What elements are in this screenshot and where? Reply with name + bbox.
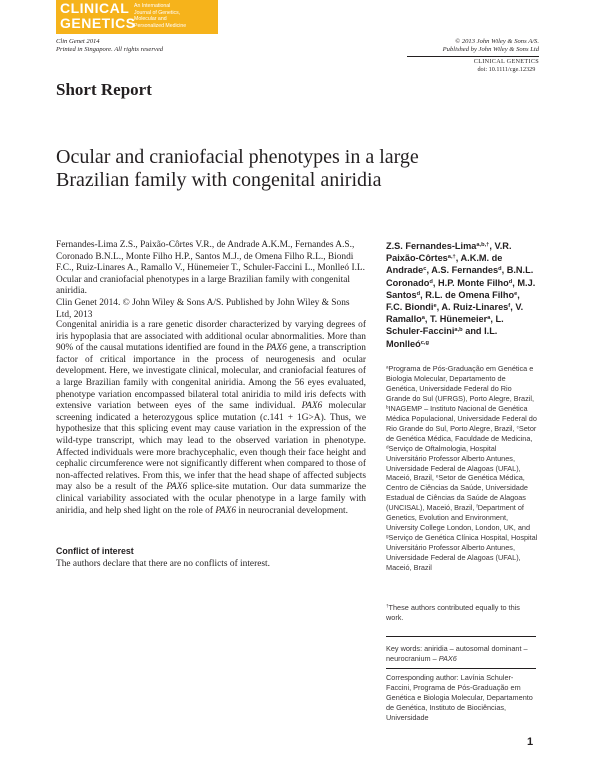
affiliation-mark: e bbox=[435, 474, 439, 479]
citation-block bbox=[56, 240, 366, 321]
author-name: F.C. Biondi bbox=[386, 302, 434, 313]
author-separator: , bbox=[432, 277, 436, 288]
author bbox=[438, 278, 515, 288]
author-name: A.S. Fernandes bbox=[431, 265, 499, 276]
contribution-text: These authors contributed equally to this work. bbox=[386, 603, 520, 622]
abstract-text: molecular screening indicated a heterozygous splice mutation (c.141 + 1G>A). Thus, we hypothesize that this splicing event may cause variation in the expression of the wild-type transcript, which may lead to the observed variation in phenotype. Affected individuals were more brachycephalic, even though their face height and cephalic circumference were not significantly different when compared to those of non-affected relatives. From this, we infer that the head shape of affected subjects may also be a result of the bbox=[56, 401, 366, 493]
author-name: H.P. Monte Filho bbox=[438, 277, 509, 288]
header-right bbox=[443, 38, 539, 54]
doi: doi: 10.1111/cge.12329 bbox=[477, 66, 536, 73]
affiliation-text: Serviço de Genética Clínica Hospital, Hospital Universitário Professor Alberto Antunes, Universidade Federal de Alagoas (UFAL), Maceió, Brazil bbox=[386, 533, 538, 573]
author bbox=[386, 302, 439, 312]
affiliation-mark: d bbox=[386, 444, 389, 450]
affiliation-text: Programa de Pós-Graduação em Genética e Biologia Molecular, Departamento de Genética, Universidade Federal do Rio Grande do Sul (UFRGS), Porto Alegre, Brazil, bbox=[386, 364, 535, 403]
affiliation-mark: b bbox=[386, 404, 389, 410]
keywords bbox=[386, 644, 536, 664]
citation-source: Clin Genet 2014. © John Wiley & Sons A/S. Published by John Wiley & Sons Ltd, 2013 bbox=[56, 297, 350, 320]
logo-word-clinical: CLINICAL bbox=[60, 0, 130, 16]
affiliation-text: Department of Genetics, Evolution and Environment, University College London, London, UK, and bbox=[386, 503, 531, 533]
author-affiliation-mark: a,† bbox=[447, 254, 456, 261]
author-affiliation-mark: f bbox=[508, 302, 511, 309]
affiliation-mark: f bbox=[476, 503, 478, 509]
print-notice: Printed in Singapore. All rights reserved bbox=[56, 46, 164, 53]
author bbox=[431, 265, 504, 275]
author-list bbox=[386, 240, 536, 350]
keywords-text: Key words: aniridia – autosomal dominant – neurocranium – bbox=[386, 644, 528, 663]
corresponding-author: Corresponding author: Lavínia Schuler-Faccini, Programa de Pós-Graduação em Genética e Biologia Molecular, Departamento de Genética, Instituto de Biociências, Universidade bbox=[386, 673, 533, 722]
author-affiliation-mark: e bbox=[514, 290, 518, 297]
author-name: V.R. Paixão-Côrtes bbox=[386, 241, 512, 264]
author-affiliation-mark: d bbox=[508, 278, 513, 285]
abstract-text: gene, a transcription factor of critical importance in the process of neurogenesis and ocular development. Here, we investigate clinical, molecular, and craniofacial features of a large Brazilian family with congenital aniridia. Among the 56 eyes evaluated, phenotype variation encompassed bilateral total aniridia to mild iris defects with extensive variation between eyes of the same individual. bbox=[56, 343, 366, 412]
author-separator: , bbox=[424, 314, 428, 325]
author-name: B.N.L. Coronado bbox=[386, 265, 534, 288]
logo-tagline-line: An International bbox=[134, 3, 171, 9]
section-label: Short Report bbox=[56, 80, 152, 99]
keywords-rule bbox=[386, 636, 536, 637]
article-title bbox=[56, 146, 536, 192]
author-name: and I.L. Monlleó bbox=[386, 326, 498, 349]
affiliation-text: INAGEMP – Instituto Nacional de Genética Médica Populacional, Universidade Federal do Rio Grande do Sul, Porto Alegre, Brazil, bbox=[386, 403, 537, 433]
affiliations bbox=[386, 364, 538, 573]
title-line: Brazilian family with congenital aniridia bbox=[56, 169, 382, 191]
author bbox=[441, 302, 512, 312]
corresponding-rule bbox=[386, 668, 536, 669]
author-affiliation-mark: a bbox=[421, 315, 425, 322]
publisher-line: Published by John Wiley & Sons Ltd bbox=[442, 46, 539, 53]
copyright-line: © 2013 John Wiley & Sons A/S. bbox=[455, 38, 539, 45]
author bbox=[425, 290, 520, 300]
affiliation-mark: g bbox=[386, 533, 389, 539]
author-affiliation-mark: a,b,† bbox=[476, 241, 490, 248]
author-separator: , bbox=[517, 289, 520, 300]
journal-citation-short: Clin Genet 2014 bbox=[56, 38, 100, 45]
author-separator: , bbox=[420, 289, 423, 300]
author-affiliation-mark: e bbox=[433, 302, 437, 309]
abstract-text: splice-site mutation. Our data summarize the clinical variability associated with the ocular phenotype in a large family with aniridia, and help shed light on the role of bbox=[56, 482, 366, 516]
author-separator: , bbox=[501, 265, 505, 276]
author-separator: , bbox=[455, 253, 459, 264]
author-name: M.J. Santos bbox=[386, 277, 536, 300]
affiliation-mark: c bbox=[516, 424, 519, 430]
gene-name: PAX6 bbox=[438, 653, 457, 663]
header-rule bbox=[407, 56, 539, 57]
author-separator: , bbox=[426, 265, 430, 276]
footnote-mark: † bbox=[386, 603, 389, 609]
logo-word-genetics: GENETICS bbox=[60, 15, 136, 31]
title-line: Ocular and craniofacial phenotypes in a large bbox=[56, 146, 419, 168]
author-affiliation-mark: a bbox=[487, 315, 491, 322]
author-name: A.K.M. de Andrade bbox=[386, 253, 503, 276]
journal-logo bbox=[56, 0, 218, 34]
logo-tagline bbox=[134, 3, 186, 29]
author-affiliation-mark: c bbox=[423, 266, 427, 273]
author-name: Z.S. Fernandes-Lima bbox=[386, 241, 477, 251]
gene-name: PAX6 bbox=[301, 401, 323, 412]
abstract-text: Congenital aniridia is a rare genetic disorder characterized by varying degrees of iris hypoplasia that are associated with additional ocular abnormalities. More than 90% of the causal mutations identified are found in the bbox=[56, 320, 366, 354]
author-name: T. Hünemeier bbox=[430, 314, 488, 325]
affiliation-text: Serviço de Oftalmologia, Hospital Universitário Professor Alberto Antunes, Universidade Federal de Alagoas (UFAL), Maceió, Brazil, bbox=[386, 443, 521, 483]
header-journal-block bbox=[474, 58, 539, 74]
author bbox=[386, 241, 492, 251]
author-name: A. Ruiz-Linares bbox=[441, 302, 509, 313]
affiliation-text: Setor de Genética Médica, Centro de Ciências da Saúde, Universidade Estadual de Ciências da Saúde de Alagoas (UNCISAL), Maceió, Brazil, bbox=[386, 473, 528, 513]
author-separator: , bbox=[512, 277, 515, 288]
affiliation-mark: a bbox=[386, 364, 389, 370]
logo-tagline-line: Journal of Genetics, bbox=[134, 9, 181, 16]
citation-text: Fernandes-Lima Z.S., Paixão-Côrtes V.R., de Andrade A.K.M., Fernandes A.S., Coronado B.N.L., Monte Filho H.P., Santos M.J., de Omena Filho R.L., Biondi F.C., Ruiz-Linares A., Ramallo V., Hünemeier T., Schuler-Faccini L., Monlleó I.L. Ocular and craniofacial phenotypes in a large Brazilian family with congenital aniridia. bbox=[56, 240, 365, 297]
author-name: V. Ramallo bbox=[386, 302, 524, 325]
conflict-heading: Conflict of interest bbox=[56, 546, 134, 556]
author bbox=[430, 314, 493, 324]
author-affiliation-mark: a,b bbox=[454, 327, 463, 334]
author-affiliation-mark: d bbox=[429, 278, 433, 285]
header-left bbox=[56, 38, 163, 54]
affiliation-text: Setor de Genética Médica, Faculdade de Medicina, bbox=[386, 423, 537, 443]
author-separator: , bbox=[490, 314, 493, 325]
gene-name: PAX6 bbox=[215, 505, 237, 516]
page-number: 1 bbox=[527, 736, 534, 748]
author-affiliation-mark: d bbox=[416, 290, 421, 297]
author-name: L. Schuler-Faccini bbox=[386, 314, 504, 337]
logo-wordmark bbox=[60, 1, 136, 31]
logo-tagline-line: Personalized Medicine bbox=[134, 22, 187, 29]
conflict-body: The authors declare that there are no conflicts of interest. bbox=[56, 559, 270, 569]
author-affiliation-mark: c,g bbox=[420, 339, 429, 346]
contribution-note bbox=[386, 603, 536, 623]
author-separator: , bbox=[436, 302, 440, 313]
gene-name: PAX6 bbox=[266, 343, 287, 354]
author-separator: , bbox=[510, 302, 513, 313]
logo-tagline-line: Molecular and bbox=[134, 16, 167, 23]
author-name: R.L. de Omena Filho bbox=[425, 289, 515, 300]
abstract-text: in neurocranial development. bbox=[236, 505, 348, 516]
gene-name: PAX6 bbox=[166, 482, 188, 493]
abstract bbox=[56, 320, 366, 517]
author-affiliation-mark: d bbox=[498, 266, 502, 273]
journal-name: CLINICAL GENETICS bbox=[473, 58, 539, 65]
author-separator: , bbox=[489, 241, 492, 251]
